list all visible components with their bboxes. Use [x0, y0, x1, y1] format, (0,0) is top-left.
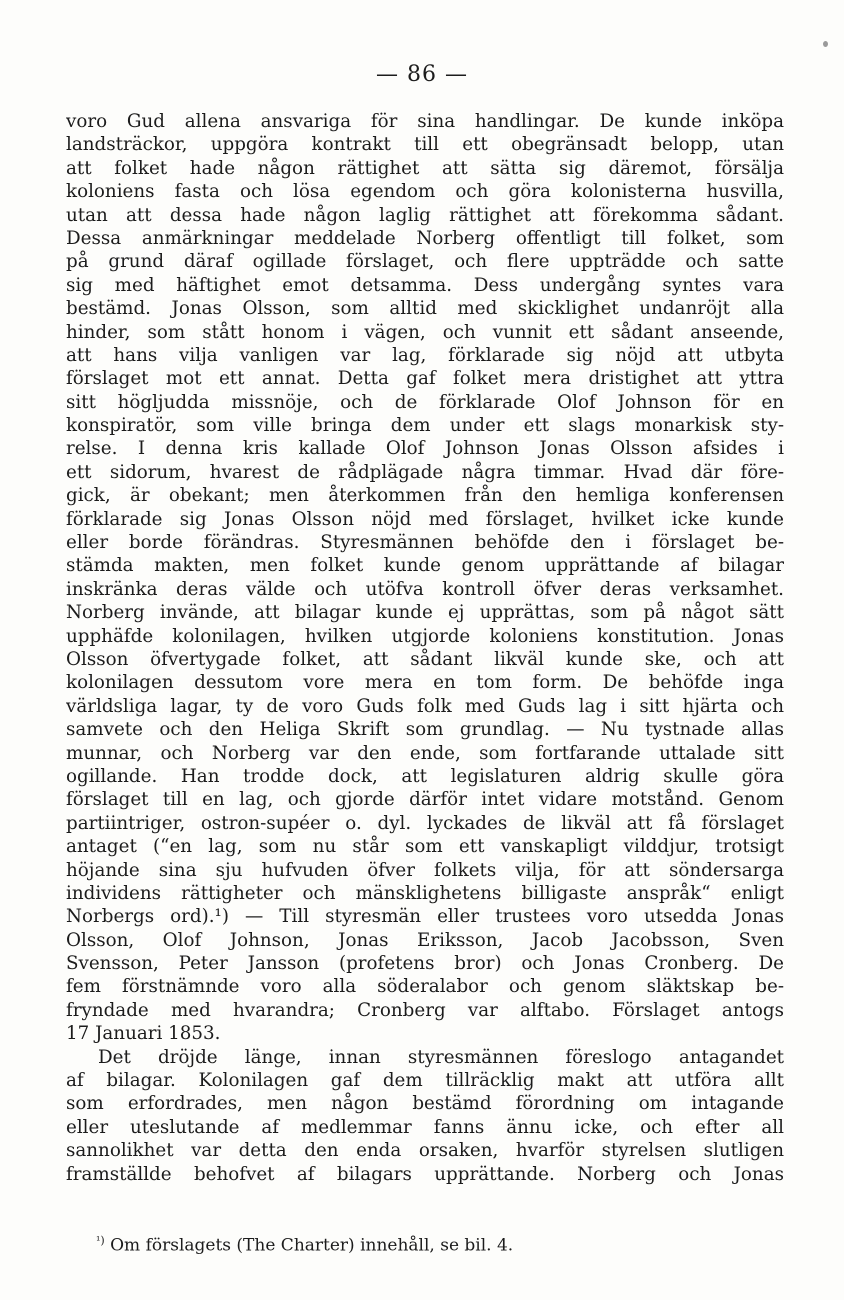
- text-line: som erfordrades, men någon bestämd förordning om intagande: [66, 1093, 784, 1115]
- text-line: höjande sina sju hufvuden öfver folkets vilja, för att söndersarga: [66, 859, 784, 881]
- text-line: gick, är obekant; men återkommen från den hemliga konferensen: [66, 485, 784, 507]
- text-line: fem förstnämnde voro alla söderalabor och genom släktskap be-: [66, 976, 784, 998]
- text-line: Norbergs ord).¹) — Till styresmän eller trustees voro utsedda Jonas: [66, 906, 784, 928]
- text-line: ogillande. Han trodde dock, att legislaturen aldrig skulle göra: [66, 765, 784, 787]
- text-line: förklarade sig Jonas Olsson nöjd med förslaget, hvilket icke kunde: [66, 508, 784, 530]
- text-line: landsträckor, uppgöra kontrakt till ett obegränsadt belopp, utan: [66, 134, 784, 156]
- text-line: relse. I denna kris kallade Olof Johnson Jonas Olsson afsides i: [66, 438, 784, 460]
- text-line: voro Gud allena ansvariga för sina handlingar. De kunde inköpa: [66, 111, 784, 132]
- footnote-text: Om förslagets (The Charter) innehåll, se bil. 4.: [110, 1235, 514, 1256]
- text-line: sannolikhet var detta den enda orsaken, hvarför styrelsen slutligen: [66, 1140, 784, 1162]
- page-number: — 86 —: [376, 62, 468, 87]
- text-line: på grund däraf ogillade förslaget, och flere uppträdde och satte: [66, 251, 784, 273]
- text-line: att hans vilja vanligen var lag, förklarade sig nöjd att utbyta: [66, 344, 784, 366]
- text-line: inskränka deras välde och utöfva kontroll öfver deras verksamhet.: [66, 578, 784, 600]
- text-line: sitt högljudda missnöje, och de förklarade Olof Johnson för en: [66, 391, 784, 413]
- text-line: upphäfde kolonilagen, hvilken utgjorde koloniens konstitution. Jonas: [66, 625, 784, 647]
- footnote: [96, 1230, 513, 1257]
- text-line: individens rättigheter och mänsklighetens billigaste anspråk“ enligt: [66, 882, 784, 904]
- text-line: Svensson, Peter Jansson (profetens bror) och Jonas Cronberg. De: [66, 953, 784, 975]
- text-line: stämda makten, men folket kunde genom upprättande af bilagar: [66, 555, 784, 577]
- text-line: utan att dessa hade någon laglig rättighet att förekomma sådant.: [66, 204, 784, 226]
- text-line: Det dröjde länge, innan styresmännen föreslogo antagandet: [98, 1046, 784, 1068]
- text-line: världsliga lagar, ty de voro Guds folk med Guds lag i sitt hjärta och: [66, 695, 784, 717]
- text-line: fryndade med hvarandra; Cronberg var alftabo. Förslaget antogs: [66, 999, 784, 1021]
- text-line: samvete och den Heliga Skrift som grundlag. — Nu tystnade allas: [66, 719, 784, 741]
- text-line: kolonilagen dessutom vore mera en tom form. De behöfde inga: [66, 672, 784, 694]
- text-line: att folket hade någon rättighet att sätta sig däremot, försälja: [66, 157, 784, 179]
- text-line: konspiratör, som ville bringa dem under ett slags monarkisk sty-: [66, 415, 784, 437]
- text-line: förslaget till en lag, och gjorde därför intet vidare motstånd. Genom: [66, 789, 784, 811]
- text-line: sig med häftighet emot detsamma. Dess undergång syntes vara: [66, 274, 784, 296]
- text-line: Dessa anmärkningar meddelade Norberg offentligt till folket, som: [66, 227, 784, 249]
- text-line: partiintriger, ostron-supéer o. dyl. lyckades de likväl att få förslaget: [66, 812, 784, 834]
- text-line: Olsson, Olof Johnson, Jonas Eriksson, Jacob Jacobsson, Sven: [66, 929, 784, 951]
- text-line: eller uteslutande af medlemmar fanns ännu icke, och efter all: [66, 1116, 784, 1138]
- text-line: koloniens fasta och lösa egendom och göra kolonisterna husvilla,: [66, 181, 784, 203]
- text-line: förslaget mot ett annat. Detta gaf folket mera dristighet att yttra: [66, 368, 784, 390]
- paper-speck: [823, 41, 828, 47]
- text-line: eller borde förändras. Styresmännen behöfde den i förslaget be-: [66, 532, 784, 554]
- text-line: munnar, och Norberg var den ende, som fortfarande uttalade sitt: [66, 742, 784, 764]
- body-text: [66, 110, 784, 1186]
- text-line: 17 Januari 1853.: [66, 1023, 221, 1045]
- text-line: framställde behofvet af bilagars upprättande. Norberg och Jonas: [66, 1163, 784, 1185]
- text-line: bestämd. Jonas Olsson, som alltid med skicklighet undanröjt alla: [66, 298, 784, 320]
- text-line: antaget (“en lag, som nu står som ett vanskapligt vilddjur, trotsigt: [66, 836, 784, 858]
- text-line: Olsson öfvertygade folket, att sådant likväl kunde ske, och att: [66, 648, 784, 670]
- text-line: Norberg invände, att bilagar kunde ej upprättas, som på något sätt: [66, 602, 784, 624]
- text-line: ett sidorum, hvarest de rådplägade några timmar. Hvad där före-: [66, 461, 784, 483]
- text-line: hinder, som stått honom i vägen, och vunnit ett sådant anseende,: [66, 321, 784, 343]
- text-line: af bilagar. Kolonilagen gaf dem tillräcklig makt att utföra allt: [66, 1070, 784, 1092]
- footnote-mark: ¹): [96, 1234, 105, 1247]
